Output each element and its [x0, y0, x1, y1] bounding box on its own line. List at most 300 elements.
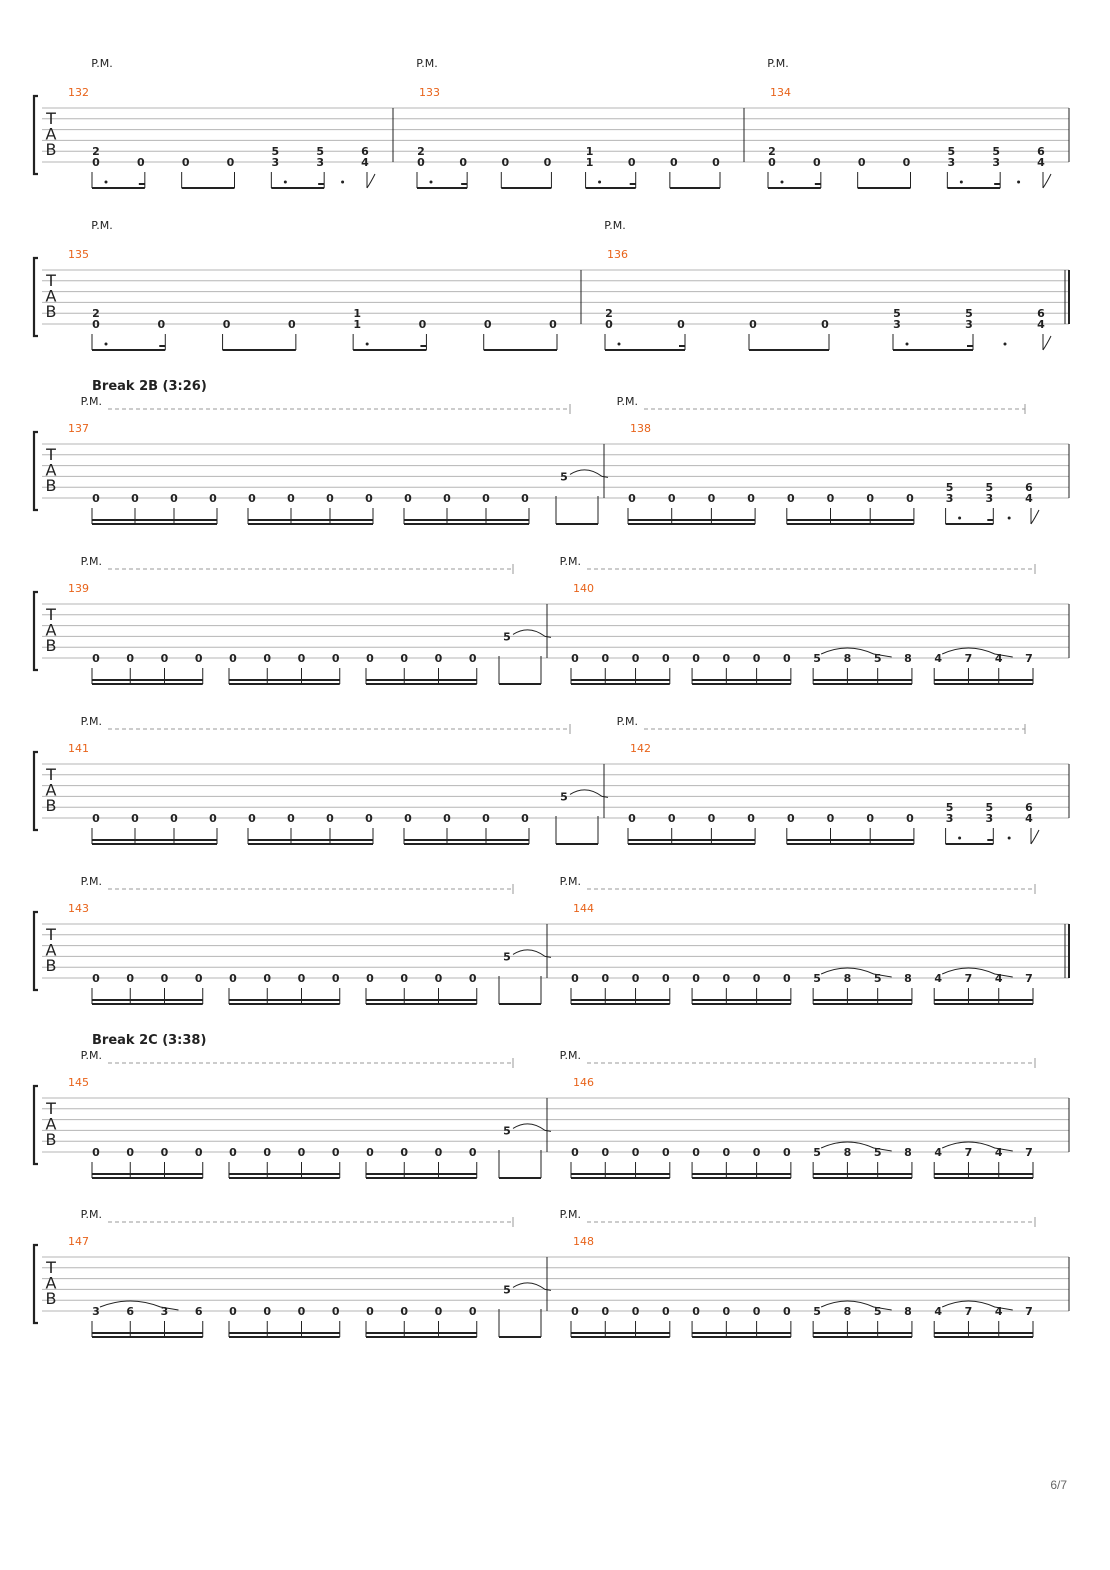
fret-number: 0 — [482, 812, 490, 825]
fret-number: 5 — [316, 145, 324, 159]
system-bracket — [34, 752, 38, 830]
fret-number: 3 — [893, 318, 901, 331]
dot — [366, 343, 369, 346]
palm-mute-label: P.M. — [80, 395, 102, 408]
fret-number: 3 — [945, 812, 954, 825]
fret-number: 0 — [661, 652, 670, 665]
fret-number: 0 — [434, 972, 443, 985]
measure-number: 134 — [770, 86, 791, 99]
tab-system — [34, 875, 1069, 1004]
fret-number: 6 — [1025, 801, 1033, 815]
palm-mute-label: P.M. — [91, 219, 113, 232]
fret-number: 0 — [752, 1146, 761, 1159]
fret-number: 0 — [601, 1305, 610, 1318]
tab-system — [34, 219, 1069, 350]
fret-number: 0 — [92, 812, 100, 825]
fret-number: 0 — [263, 1305, 272, 1318]
dot — [598, 181, 601, 184]
measure-number: 143 — [68, 902, 89, 915]
fret-number: 0 — [747, 492, 755, 505]
system-bracket — [34, 96, 38, 174]
tab-clef-letter: B — [45, 140, 57, 159]
measure-number: 140 — [573, 582, 594, 595]
fret-number: 8 — [843, 1305, 852, 1318]
fret-number: 0 — [722, 1305, 731, 1318]
fret-number: 3 — [985, 492, 994, 505]
fret-number: 0 — [783, 972, 791, 985]
fret-number: 5 — [873, 1146, 882, 1159]
fret-number: 0 — [92, 318, 100, 331]
fret-number: 0 — [126, 972, 135, 985]
fret-number: 0 — [468, 652, 477, 665]
fret-number: 0 — [826, 492, 835, 505]
fret-number: 0 — [601, 652, 610, 665]
tab-clef-letter: T — [46, 271, 56, 290]
measure-number: 136 — [607, 248, 628, 261]
fret-number: 0 — [482, 492, 490, 505]
fret-number: 0 — [601, 972, 610, 985]
fret-number: 0 — [229, 972, 237, 985]
measure-number: 139 — [68, 582, 89, 595]
fret-number: 0 — [667, 492, 676, 505]
dot — [960, 181, 963, 184]
tab-clef-letter: A — [45, 1273, 57, 1293]
fret-number: 0 — [857, 156, 866, 169]
fret-number: 0 — [400, 652, 409, 665]
fret-number: 4 — [361, 156, 369, 169]
dot — [618, 343, 621, 346]
fret-number: 7 — [964, 652, 973, 665]
fret-number: 0 — [222, 318, 231, 331]
fret-number: 0 — [248, 492, 256, 505]
fret-number: 0 — [628, 812, 636, 825]
palm-mute-label: P.M. — [604, 219, 626, 232]
system-bracket — [34, 1245, 38, 1323]
palm-mute-label: P.M. — [80, 1208, 102, 1221]
measure-number: 144 — [573, 902, 594, 915]
fret-number: 4 — [994, 1305, 1003, 1318]
tab-system — [34, 1208, 1069, 1337]
measure-number: 138 — [630, 422, 651, 435]
note-flag — [1031, 510, 1039, 524]
fret-number: 0 — [434, 1146, 443, 1159]
fret-number: 0 — [160, 1146, 169, 1159]
fret-number: 0 — [209, 492, 217, 505]
measure-number: 142 — [630, 742, 651, 755]
tab-clef-letter: B — [45, 1130, 57, 1149]
fret-number: 0 — [365, 492, 373, 505]
fret-number: 0 — [288, 318, 296, 331]
fret-number: 0 — [400, 972, 409, 985]
fret-number: 5 — [873, 1305, 882, 1318]
fret-number: 0 — [631, 1146, 640, 1159]
tab-clef-letter: B — [45, 636, 57, 655]
tab-system — [34, 57, 1069, 188]
fret-number: 1 — [353, 318, 361, 331]
fret-number: 0 — [906, 812, 914, 825]
fret-number: 0 — [821, 318, 829, 331]
dot — [958, 837, 961, 840]
fret-number: 0 — [160, 972, 169, 985]
fret-number: 6 — [126, 1305, 135, 1318]
fret-number: 0 — [667, 812, 676, 825]
fret-number: 5 — [945, 481, 954, 495]
fret-number: 5 — [813, 652, 821, 665]
fret-number: 0 — [92, 156, 100, 169]
fret-number: 0 — [631, 972, 640, 985]
palm-mute-label: P.M. — [80, 1049, 102, 1062]
fret-number: 0 — [605, 318, 613, 331]
fret-number: 1 — [585, 156, 594, 169]
fret-number: 5 — [947, 145, 956, 159]
palm-mute-label: P.M. — [559, 875, 581, 888]
system-bracket — [34, 1086, 38, 1164]
tab-clef-letter: T — [46, 605, 56, 624]
tab-clef-letter: A — [45, 620, 57, 640]
fret-number: 0 — [902, 156, 911, 169]
fret-number: 4 — [1037, 156, 1045, 169]
fret-number: 3 — [992, 156, 1000, 169]
measure-number: 147 — [68, 1235, 89, 1248]
fret-number: 0 — [263, 652, 272, 665]
fret-number: 0 — [126, 652, 135, 665]
fret-number: 0 — [692, 652, 700, 665]
measure-number: 141 — [68, 742, 89, 755]
fret-number: 0 — [747, 812, 755, 825]
fret-number: 0 — [627, 156, 636, 169]
tab-clef-letter: T — [46, 109, 56, 128]
palm-mute-label: P.M. — [559, 1049, 581, 1062]
fret-number: 0 — [229, 652, 237, 665]
palm-mute-label: P.M. — [767, 57, 789, 70]
fret-number: 3 — [947, 156, 956, 169]
tab-clef-letter: A — [45, 460, 57, 480]
measure-number: 135 — [68, 248, 89, 261]
fret-number: 0 — [263, 1146, 272, 1159]
fret-number: 0 — [786, 812, 795, 825]
fret-number: 0 — [768, 156, 776, 169]
fret-number: 0 — [661, 1146, 670, 1159]
fret-number: 0 — [194, 1146, 203, 1159]
fret-number: 5 — [945, 801, 954, 815]
fret-number: 0 — [468, 1146, 477, 1159]
dot — [105, 181, 108, 184]
fret-number: 0 — [722, 652, 731, 665]
fret-number: 0 — [263, 972, 272, 985]
fret-number: 6 — [1037, 145, 1045, 159]
fret-number: 0 — [331, 1146, 340, 1159]
fret-number: 0 — [400, 1305, 409, 1318]
fret-number: 0 — [571, 652, 579, 665]
fret-number: 5 — [992, 145, 1000, 159]
fret-number: 0 — [501, 156, 510, 169]
fret-number: 0 — [92, 972, 100, 985]
fret-number: 0 — [866, 812, 875, 825]
fret-number: 0 — [404, 812, 412, 825]
dot — [1004, 343, 1007, 346]
fret-number: 0 — [400, 1146, 409, 1159]
fret-number: 0 — [601, 1146, 610, 1159]
fret-number: 4 — [934, 972, 943, 985]
tab-system — [34, 1033, 1069, 1178]
fret-number: 0 — [906, 492, 914, 505]
tab-clef-letter: T — [46, 1099, 56, 1118]
fret-number: 0 — [459, 156, 467, 169]
fret-number: 0 — [92, 652, 100, 665]
fret-number: 0 — [571, 972, 579, 985]
tab-clef-letter: T — [46, 925, 56, 944]
fret-number: 0 — [366, 1146, 374, 1159]
fret-number: 5 — [985, 481, 994, 495]
fret-number: 4 — [994, 652, 1003, 665]
fret-number: 0 — [692, 1305, 700, 1318]
palm-mute-label: P.M. — [616, 395, 638, 408]
fret-number: 0 — [137, 156, 145, 169]
fret-number: 4 — [994, 972, 1003, 985]
fret-number: 7 — [1025, 1305, 1033, 1318]
fret-number: 0 — [628, 492, 636, 505]
fret-number: 8 — [904, 1305, 912, 1318]
palm-mute-label: P.M. — [80, 555, 102, 568]
fret-number: 0 — [92, 1146, 100, 1159]
tab-system — [34, 555, 1069, 684]
tab-clef-letter: A — [45, 1114, 57, 1134]
tab-clef-letter: B — [45, 796, 57, 815]
tab-system — [34, 379, 1069, 524]
fret-number: 0 — [443, 812, 451, 825]
measure-number: 145 — [68, 1076, 89, 1089]
fret-number: 0 — [287, 492, 295, 505]
fret-number: 0 — [571, 1146, 579, 1159]
fret-number: 0 — [571, 1305, 579, 1318]
fret-number: 0 — [366, 652, 374, 665]
fret-number: 8 — [904, 652, 912, 665]
fret-number: 4 — [934, 1305, 943, 1318]
fret-number: 0 — [783, 1146, 791, 1159]
fret-number: 0 — [331, 652, 340, 665]
fret-number: 4 — [1025, 492, 1033, 505]
fret-number: 6 — [1037, 307, 1045, 321]
fret-number: 0 — [248, 812, 256, 825]
fret-number: 3 — [316, 156, 324, 169]
fret-number: 0 — [468, 1305, 477, 1318]
fret-number: 0 — [287, 812, 295, 825]
fret-number: 0 — [297, 1305, 306, 1318]
fret-number: 5 — [813, 1146, 821, 1159]
fret-number: 4 — [1037, 318, 1045, 331]
fret-number: 0 — [752, 972, 761, 985]
fret-number: 3 — [985, 812, 994, 825]
dot — [1008, 517, 1011, 520]
tab-clef-letter: A — [45, 124, 57, 144]
fret-number: 2 — [605, 307, 613, 321]
tab-clef-letter: B — [45, 302, 57, 321]
fret-number: 0 — [752, 1305, 761, 1318]
tab-clef-letter: T — [46, 765, 56, 784]
fret-number: 0 — [813, 156, 821, 169]
palm-mute-label: P.M. — [80, 715, 102, 728]
fret-number: 0 — [677, 318, 685, 331]
fret-number: 0 — [209, 812, 217, 825]
fret-number: 5 — [503, 1124, 511, 1138]
fret-number: 0 — [418, 318, 427, 331]
fret-number: 0 — [229, 1146, 237, 1159]
fret-number: 0 — [692, 972, 700, 985]
section-heading: Break 2C (3:38) — [92, 1033, 207, 1048]
fret-number: 0 — [160, 652, 169, 665]
fret-number: 8 — [904, 1146, 912, 1159]
system-bracket — [34, 258, 38, 336]
fret-number: 5 — [271, 145, 280, 159]
fret-number: 0 — [722, 1146, 731, 1159]
tab-system — [34, 715, 1069, 844]
fret-number: 0 — [131, 492, 139, 505]
palm-mute-label: P.M. — [559, 555, 581, 568]
fret-number: 5 — [873, 652, 882, 665]
fret-number: 8 — [843, 652, 852, 665]
fret-number: 0 — [126, 1146, 135, 1159]
fret-number: 5 — [893, 307, 901, 321]
fret-number: 0 — [366, 1305, 374, 1318]
fret-number: 0 — [404, 492, 412, 505]
fret-number: 0 — [170, 812, 178, 825]
fret-number: 3 — [965, 318, 973, 331]
measure-number: 133 — [419, 86, 440, 99]
fret-number: 0 — [692, 1146, 700, 1159]
fret-number: 3 — [271, 156, 280, 169]
fret-number: 5 — [560, 790, 568, 804]
fret-number: 5 — [503, 950, 511, 964]
fret-number: 0 — [434, 652, 443, 665]
fret-number: 0 — [661, 972, 670, 985]
palm-mute-label: P.M. — [616, 715, 638, 728]
measure-number: 148 — [573, 1235, 594, 1248]
fret-number: 0 — [783, 1305, 791, 1318]
fret-number: 0 — [543, 156, 552, 169]
fret-number: 4 — [994, 1146, 1003, 1159]
fret-number: 5 — [813, 972, 821, 985]
dot — [430, 181, 433, 184]
page-number: 6/7 — [1050, 1478, 1067, 1492]
fret-number: 0 — [670, 156, 678, 169]
fret-number: 0 — [226, 156, 235, 169]
tab-clef-letter: B — [45, 1289, 57, 1308]
fret-number: 4 — [934, 652, 943, 665]
fret-number: 4 — [1025, 812, 1033, 825]
dot — [1017, 181, 1020, 184]
fret-number: 0 — [722, 972, 731, 985]
fret-number: 0 — [434, 1305, 443, 1318]
fret-number: 7 — [1025, 1146, 1033, 1159]
fret-number: 0 — [749, 318, 757, 331]
fret-number: 0 — [326, 812, 334, 825]
fret-number: 0 — [521, 492, 529, 505]
note-flag — [367, 174, 375, 188]
fret-number: 0 — [631, 1305, 640, 1318]
fret-number: 5 — [873, 972, 882, 985]
fret-number: 0 — [331, 1305, 340, 1318]
note-flag — [1043, 336, 1051, 350]
fret-number: 2 — [92, 145, 100, 159]
measure-number: 146 — [573, 1076, 594, 1089]
fret-number: 3 — [945, 492, 954, 505]
fret-number: 5 — [503, 630, 511, 644]
fret-number: 0 — [365, 812, 373, 825]
fret-number: 8 — [904, 972, 912, 985]
fret-number: 0 — [707, 492, 716, 505]
tab-clef-letter: B — [45, 476, 57, 495]
dot — [906, 343, 909, 346]
dot — [781, 181, 784, 184]
fret-number: 8 — [843, 972, 852, 985]
fret-number: 0 — [157, 318, 166, 331]
fret-number: 6 — [194, 1305, 203, 1318]
fret-number: 3 — [160, 1305, 169, 1318]
fret-number: 2 — [92, 307, 100, 321]
fret-number: 6 — [361, 145, 369, 159]
measure-number: 132 — [68, 86, 89, 99]
fret-number: 0 — [866, 492, 875, 505]
fret-number: 0 — [752, 652, 761, 665]
tab-clef-letter: T — [46, 1258, 56, 1277]
fret-number: 0 — [661, 1305, 670, 1318]
fret-number: 5 — [503, 1283, 511, 1297]
measure-number: 137 — [68, 422, 89, 435]
fret-number: 0 — [826, 812, 835, 825]
fret-number: 0 — [170, 492, 178, 505]
tab-clef-letter: A — [45, 286, 57, 306]
palm-mute-label: P.M. — [80, 875, 102, 888]
fret-number: 0 — [631, 652, 640, 665]
note-flag — [1031, 830, 1039, 844]
palm-mute-label: P.M. — [91, 57, 113, 70]
dot — [284, 181, 287, 184]
fret-number: 5 — [965, 307, 973, 321]
fret-number: 8 — [843, 1146, 852, 1159]
fret-number: 0 — [331, 972, 340, 985]
fret-number: 5 — [985, 801, 994, 815]
fret-number: 7 — [1025, 652, 1033, 665]
fret-number: 7 — [964, 972, 973, 985]
fret-number: 0 — [194, 652, 203, 665]
fret-number: 0 — [468, 972, 477, 985]
dot — [105, 343, 108, 346]
fret-number: 0 — [181, 156, 190, 169]
fret-number: 0 — [131, 812, 139, 825]
fret-number: 7 — [964, 1305, 973, 1318]
system-bracket — [34, 912, 38, 990]
fret-number: 0 — [297, 652, 306, 665]
fret-number: 7 — [964, 1146, 973, 1159]
dot — [341, 181, 344, 184]
section-heading: Break 2B (3:26) — [92, 379, 207, 394]
fret-number: 0 — [326, 492, 334, 505]
fret-number: 5 — [813, 1305, 821, 1318]
fret-number: 0 — [297, 972, 306, 985]
fret-number: 2 — [417, 145, 425, 159]
fret-number: 0 — [549, 318, 557, 331]
tab-clef-letter: T — [46, 445, 56, 464]
fret-number: 0 — [92, 492, 100, 505]
note-flag — [1043, 174, 1051, 188]
dot — [958, 517, 961, 520]
fret-number: 0 — [783, 652, 791, 665]
palm-mute-label: P.M. — [416, 57, 438, 70]
fret-number: 0 — [786, 492, 795, 505]
fret-number: 6 — [1025, 481, 1033, 495]
tab-clef-letter: A — [45, 780, 57, 800]
fret-number: 7 — [1025, 972, 1033, 985]
